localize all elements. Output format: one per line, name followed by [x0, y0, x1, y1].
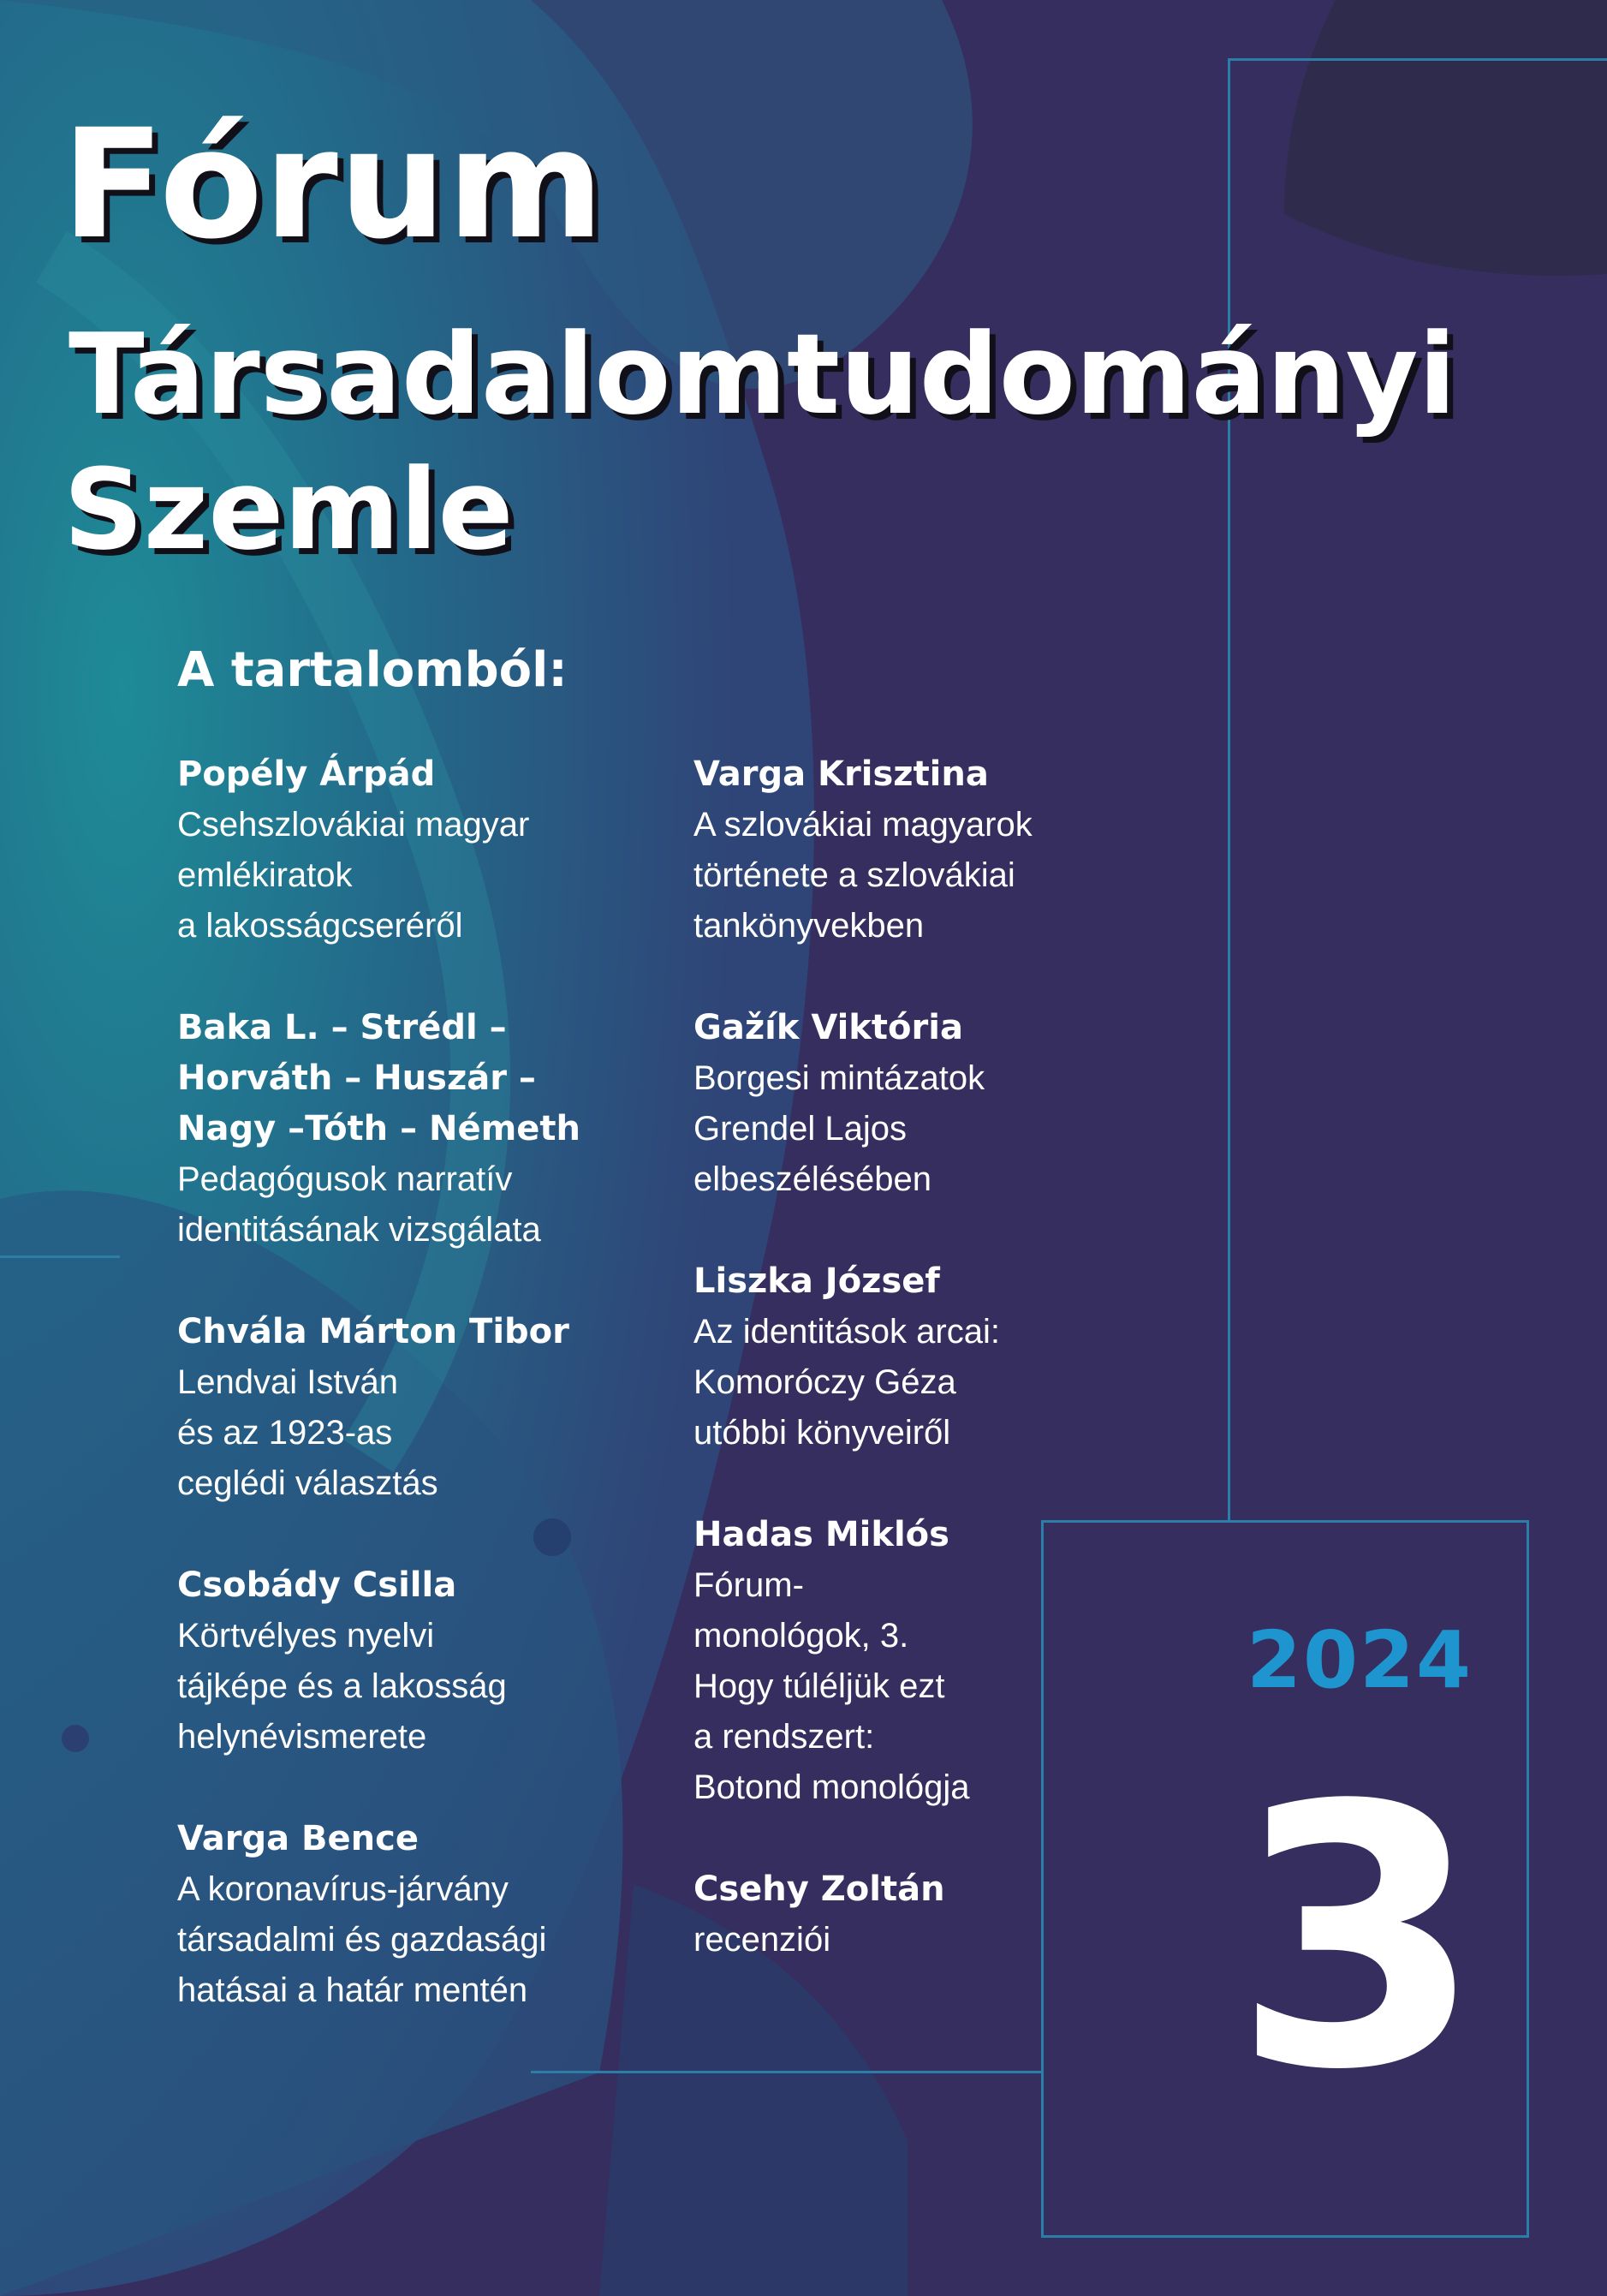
- entry-title-line: identitásának vizsgálata: [177, 1211, 541, 1249]
- toc-entry: [177, 1307, 691, 1509]
- toc-entry: [177, 749, 691, 951]
- entry-title-line: Hogy túléljük ezt: [693, 1667, 945, 1705]
- entry-title-line: tájképe és a lakosság: [177, 1667, 507, 1705]
- toc-entry: [693, 749, 1207, 951]
- toc-entry: [693, 1003, 1207, 1205]
- entry-author: Hadas Miklós: [693, 1515, 949, 1554]
- entry-title-line: Botond monológja: [693, 1768, 970, 1806]
- entry-author: Baka L. – Strédl –: [177, 1008, 507, 1047]
- entry-title-line: helynévismerete: [177, 1718, 427, 1756]
- toc-entry: [177, 1560, 691, 1762]
- entry-title-line: monológok, 3.: [693, 1617, 909, 1655]
- entry-author: Varga Krisztina: [693, 754, 989, 794]
- toc-entry: [693, 1256, 1207, 1458]
- entry-author: Popély Árpád: [177, 754, 436, 794]
- entry-title-line: a rendszert:: [693, 1718, 875, 1756]
- toc-left-column: [177, 749, 691, 2067]
- entry-title-line: Borgesi mintázatok: [693, 1059, 985, 1097]
- entry-author: Horváth – Huszár –: [177, 1059, 536, 1098]
- entry-title-line: Lendvai István: [177, 1363, 398, 1401]
- journal-title-line3: Szemle: [63, 444, 514, 575]
- entry-title-line: Az identitások arcai:: [693, 1313, 1000, 1351]
- entry-title-line: utóbbi könyveiről: [693, 1414, 951, 1452]
- entry-author: Varga Bence: [177, 1819, 419, 1858]
- entry-title-line: A koronavírus-járvány: [177, 1870, 509, 1908]
- entry-title-line: Grendel Lajos: [693, 1110, 908, 1148]
- entry-author: Csehy Zoltán: [693, 1870, 945, 1909]
- entry-title-line: hatásai a határ mentén: [177, 1971, 528, 2009]
- toc-entry: [177, 1003, 691, 1255]
- entry-title-line: története a szlovákiai: [693, 856, 1015, 894]
- entry-title-line: és az 1923-as: [177, 1414, 393, 1452]
- entry-author: Chvála Márton Tibor: [177, 1312, 569, 1351]
- entry-title-line: emlékiratok: [177, 856, 353, 894]
- entry-title-line: Körtvélyes nyelvi: [177, 1617, 435, 1655]
- toc-right-column: [693, 749, 1207, 2017]
- journal-title-line1: Fórum: [62, 97, 605, 272]
- decorative-line: [0, 1255, 120, 1258]
- entry-author: Csobády Csilla: [177, 1565, 457, 1605]
- entry-title-line: Fórum-: [693, 1566, 804, 1604]
- entry-author: Liszka József: [693, 1261, 940, 1301]
- entry-title-line: recenziói: [693, 1921, 831, 1959]
- toc-entry: [177, 1814, 691, 2016]
- entry-title-line: elbeszélésében: [693, 1160, 931, 1198]
- decorative-frame: [1228, 58, 1607, 1531]
- entry-author: Nagy –Tóth – Németh: [177, 1109, 581, 1148]
- entry-title-line: Komoróczy Géza: [693, 1363, 956, 1401]
- journal-title-line2: Társadalomtudományi: [68, 309, 1457, 439]
- toc-heading: A tartalomból:: [177, 642, 568, 698]
- entry-title-line: tankönyvekben: [693, 907, 925, 945]
- entry-title-line: Pedagógusok narratív: [177, 1160, 513, 1198]
- entry-title-line: a lakosságcseréről: [177, 907, 463, 945]
- toc-entry: [693, 1510, 1207, 1813]
- entry-title-line: Csehszlovákiai magyar: [177, 806, 530, 844]
- entry-title-line: A szlovákiai magyarok: [693, 806, 1033, 844]
- toc-entry: [693, 1864, 1207, 1965]
- entry-title-line: ceglédi választás: [177, 1464, 438, 1502]
- decorative-line: [531, 2071, 1045, 2073]
- issue-year: 2024: [1247, 1614, 1473, 1706]
- entry-author: Gažík Viktória: [693, 1008, 963, 1047]
- issue-number: 3: [1233, 1730, 1484, 2149]
- entry-title-line: társadalmi és gazdasági: [177, 1921, 547, 1959]
